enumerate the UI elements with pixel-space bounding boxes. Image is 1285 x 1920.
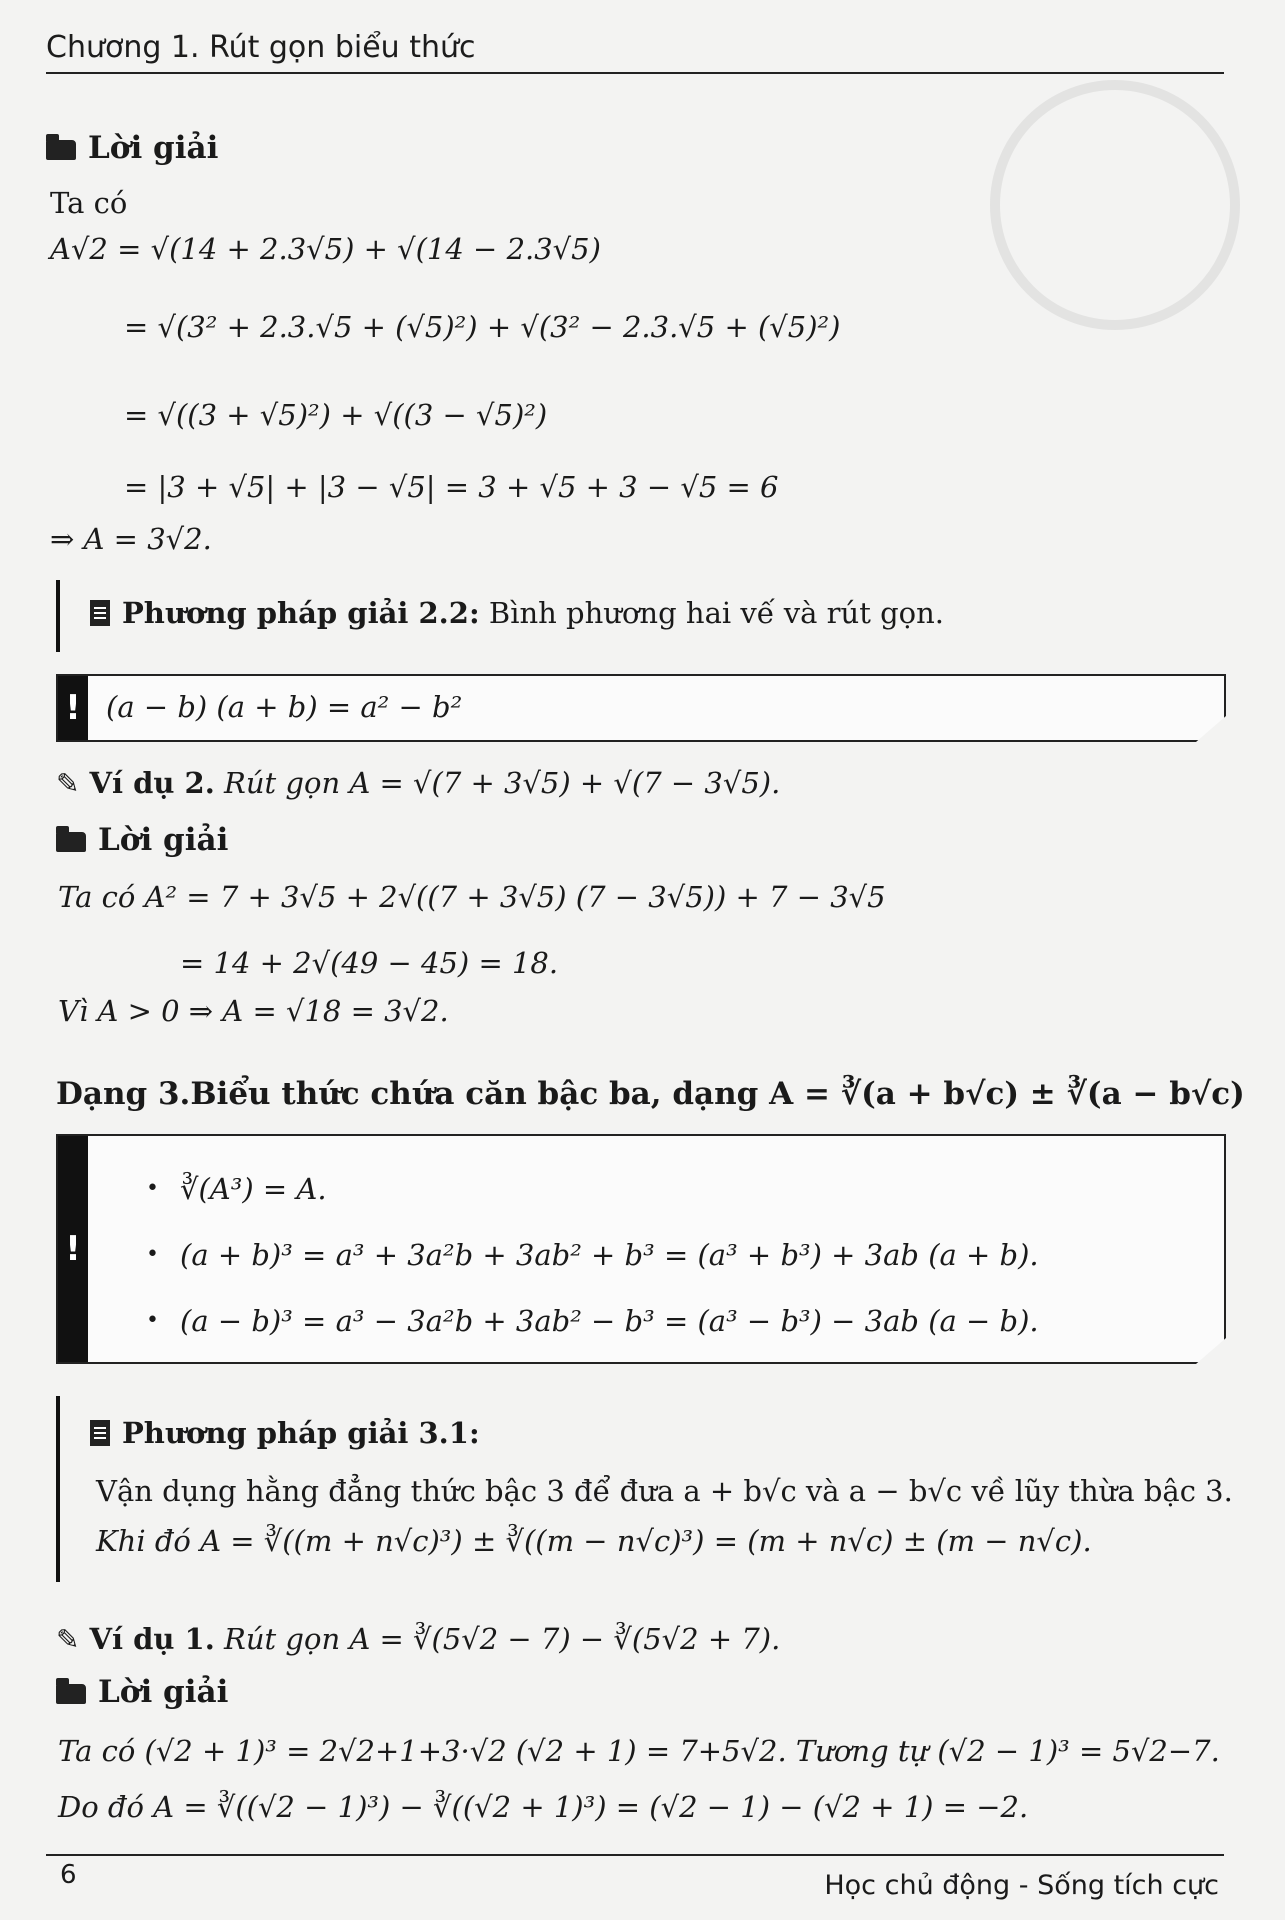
running-header: Chương 1. Rút gọn biểu thức (46, 30, 476, 65)
page-curl-decoration (1196, 1338, 1226, 1364)
solution-heading: Lời giải (56, 1674, 228, 1710)
equation-line: = |3 + √5| + |3 − √5| = 3 + √5 + 3 − √5 = 6 (124, 470, 779, 504)
bullet-icon: • (146, 1242, 159, 1267)
note-item: ∛(A³) = A. (180, 1172, 327, 1206)
folder-icon (56, 1684, 86, 1704)
equation-line: = √((3 + √5)²) + √((3 − √5)²) (124, 398, 548, 432)
method-line: Phương pháp giải 2.2: Bình phương hai vế và rút gọn. (90, 596, 944, 630)
section-title: Dạng 3.Biểu thức chứa căn bậc ba, dạng A = ∛(a + b√c) ± ∛(a − b√c) (56, 1076, 1245, 1112)
note-box (56, 674, 1226, 742)
solution-heading: Lời giải (46, 130, 218, 166)
equation-line: Vì A > 0 ⇒ A = √18 = 3√2. (58, 994, 449, 1028)
pencil-icon: ✎ (56, 1623, 80, 1656)
chapter-circle-decoration (990, 80, 1240, 330)
folder-icon (56, 832, 86, 852)
equation-line: = √(3² + 2.3.√5 + (√5)²) + √(3² − 2.3.√5 + (√5)²) (124, 310, 841, 344)
method-line: Vận dụng hằng đẳng thức bậc 3 để đưa a + b√c và a − b√c về lũy thừa bậc 3. (96, 1474, 1233, 1508)
footer-rule (46, 1854, 1224, 1856)
pencil-icon: ✎ (56, 767, 80, 800)
method-line: Khi đó A = ∛((m + n√c)³) ± ∛((m − n√c)³) = (m + n√c) ± (m − n√c). (96, 1524, 1092, 1558)
method-label: Phương pháp giải 3.1: (90, 1416, 480, 1450)
note-box (56, 1134, 1226, 1364)
note-formula: (a − b) (a + b) = a² − b² (106, 690, 463, 724)
method-box (56, 1396, 1233, 1582)
page-curl-decoration (1196, 716, 1226, 742)
method-box (56, 580, 1220, 652)
page-number: 6 (60, 1860, 77, 1890)
solution-heading: Lời giải (56, 822, 228, 858)
document-icon (90, 600, 110, 626)
example-title: ✎ Ví dụ 1. Rút gọn A = ∛(5√2 − 7) − ∛(5√2 + 7). (56, 1622, 781, 1656)
equation-line: Do đó A = ∛((√2 − 1)³) − ∛((√2 + 1)³) = (√2 − 1) − (√2 + 1) = −2. (58, 1790, 1029, 1824)
bullet-icon: • (146, 1176, 159, 1201)
exclamation-icon: ! (58, 1136, 88, 1362)
note-item: (a + b)³ = a³ + 3a²b + 3ab² + b³ = (a³ + b³) + 3ab (a + b). (180, 1238, 1039, 1272)
equation-line: Ta có (√2 + 1)³ = 2√2+1+3·√2 (√2 + 1) = 7+5√2. Tương tự (√2 − 1)³ = 5√2−7. (58, 1734, 1220, 1768)
example-title: ✎ Ví dụ 2. Rút gọn A = √(7 + 3√5) + √(7 − 3√5). (56, 766, 781, 800)
equation-line: = 14 + 2√(49 − 45) = 18. (180, 946, 559, 980)
equation-line: Ta có A² = 7 + 3√5 + 2√((7 + 3√5) (7 − 3√5)) + 7 − 3√5 (58, 880, 886, 914)
exclamation-icon: ! (58, 676, 88, 740)
bullet-icon: • (146, 1308, 159, 1333)
equation-line: A√2 = √(14 + 2.3√5) + √(14 − 2.3√5) (50, 232, 601, 266)
footer-slogan: Học chủ động - Sống tích cực (824, 1870, 1219, 1901)
note-item: (a − b)³ = a³ − 3a²b + 3ab² − b³ = (a³ − b³) − 3ab (a − b). (180, 1304, 1039, 1338)
folder-icon (46, 140, 76, 160)
document-icon (90, 1420, 110, 1446)
equation-line: ⇒ A = 3√2. (50, 522, 212, 556)
solution-intro: Ta có (50, 186, 128, 220)
header-rule (46, 72, 1224, 74)
